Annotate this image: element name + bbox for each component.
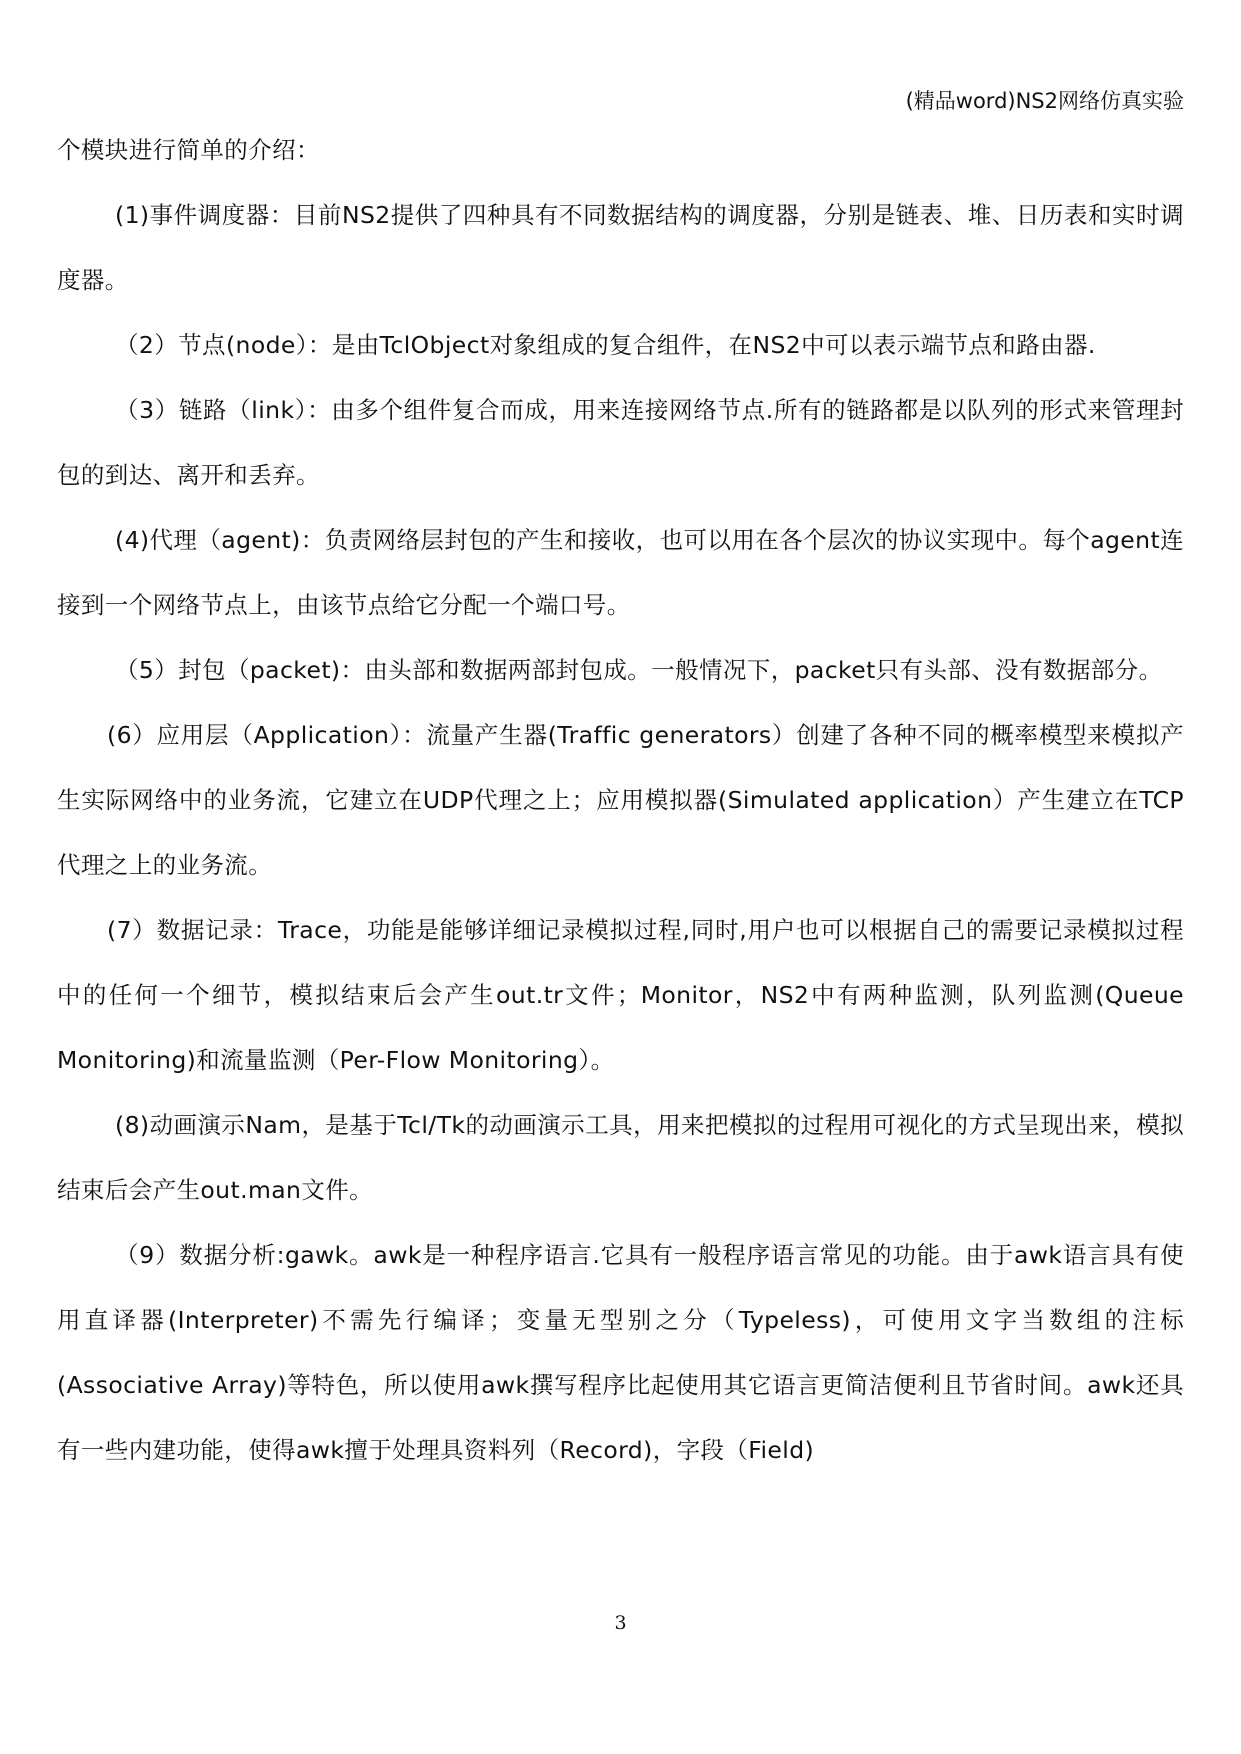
- paragraph-gawk: （9）数据分析:gawk。awk是一种程序语言.它具有一般程序语言常见的功能。由于awk语言具有使用直译器(Interpreter)不需先行编译；变量无型别之分（Typeless)，可使用文字当数组的注标(Associative Array)等特色，所以使用awk撰写程序比起使用其它语言更简洁便利且节省时间。awk还具有一些内建功能，使得awk擅于处理具资料列（Record)，字段（Field): [57, 1241, 1184, 1464]
- body-text: [57, 118, 1184, 1483]
- paragraph-link: （3）链路（link）：由多个组件复合而成，用来连接网络节点.所有的链路都是以队列的形式来管理封包的到达、离开和丢弃。: [57, 396, 1184, 489]
- paragraph-packet: （5）封包（packet)：由头部和数据两部封包成。一般情况下，packet只有头部、没有数据部分。: [115, 656, 1163, 684]
- paragraph-nam: (8)动画演示Nam，是基于Tcl/Tk的动画演示工具，用来把模拟的过程用可视化的方式呈现出来，模拟结束后会产生out.man文件。: [57, 1111, 1184, 1204]
- paragraph-intro-continuation: 个模块进行简单的介绍：: [57, 136, 320, 164]
- paragraph-application: (6）应用层（Application）：流量产生器(Traffic generators）创建了各种不同的概率模型来模拟产生实际网络中的业务流，它建立在UDP代理之上；应用模拟器(Simulated application）产生建立在TCP代理之上的业务流。: [57, 721, 1184, 879]
- paragraph-node: （2）节点(node）：是由TclObject对象组成的复合组件，在NS2中可以表示端节点和路由器.: [115, 331, 1096, 359]
- paragraph-event-scheduler: (1)事件调度器：目前NS2提供了四种具有不同数据结构的调度器，分别是链表、堆、日历表和实时调度器。: [57, 201, 1184, 294]
- paragraph-trace: (7）数据记录：Trace，功能是能够详细记录模拟过程,同时,用户也可以根据自己的需要记录模拟过程中的任何一个细节，模拟结束后会产生out.tr文件；Monitor，NS2中有两种监测，队列监测(Queue Monitoring)和流量监测（Per-Flow Monitoring）。: [57, 916, 1184, 1074]
- running-header: (精品word)NS2网络仿真实验: [905, 89, 1184, 113]
- page-number: 3: [614, 1612, 627, 1634]
- paragraph-agent: (4)代理（agent)：负责网络层封包的产生和接收，也可以用在各个层次的协议实现中。每个agent连接到一个网络节点上，由该节点给它分配一个端口号。: [57, 526, 1184, 619]
